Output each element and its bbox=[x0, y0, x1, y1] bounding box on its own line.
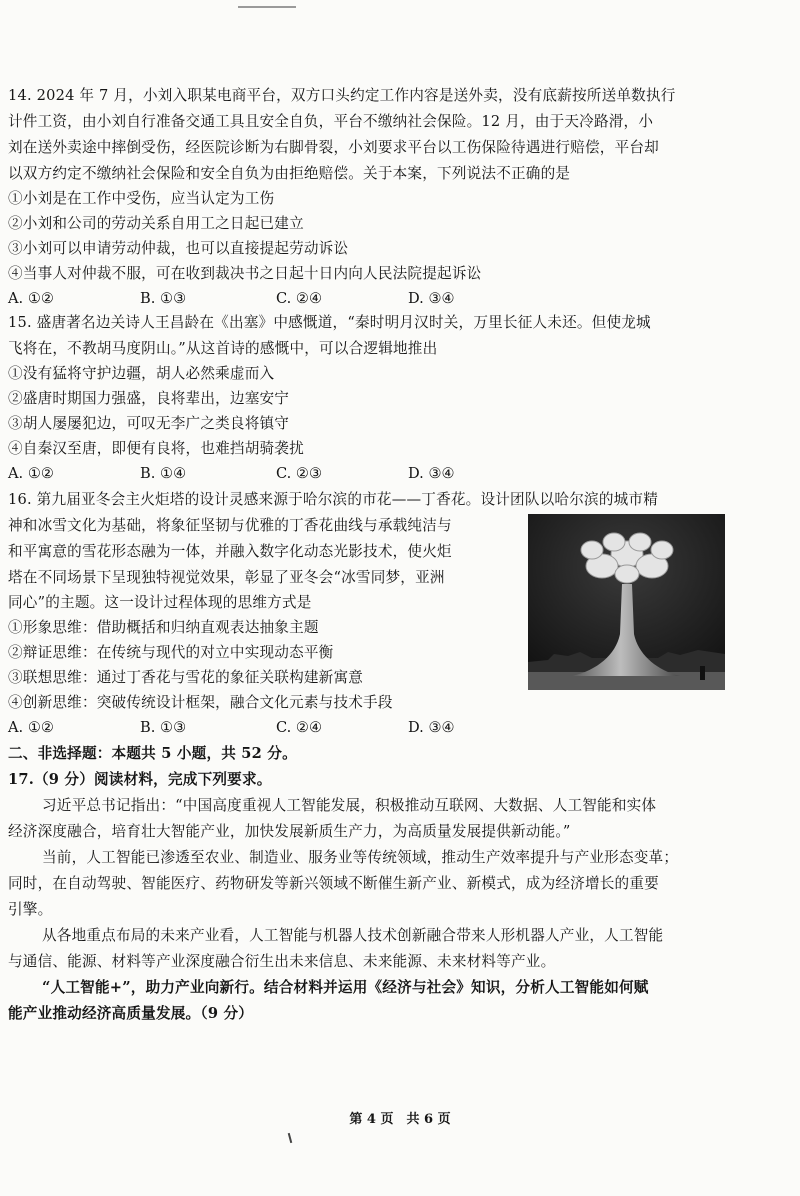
q16-line: 16. 第九届亚冬会主火炬塔的设计灵感来源于哈尔滨的市花——丁香花。设计团队以哈尔滨的城市精 bbox=[8, 491, 658, 508]
q16-statement: ①形象思维：借助概括和归纳直观表达抽象主题 bbox=[8, 619, 319, 636]
option-d: D. ③④ bbox=[408, 465, 455, 482]
q15-statement: ①没有猛将守护边疆，胡人必然乘虚而入 bbox=[8, 365, 275, 382]
q14-line: 刘在送外卖途中摔倒受伤，经医院诊断为右脚骨裂，小刘要求平台以工伤保险待遇进行赔偿，平台却 bbox=[8, 139, 659, 156]
option-c: C. ②④ bbox=[276, 290, 323, 307]
q17-paragraph: 从各地重点布局的未来产业看，人工智能与机器人技术创新融合带来人形机器人产业，人工智能 bbox=[42, 927, 664, 944]
scan-mark bbox=[288, 1133, 293, 1143]
q15-statement: ③胡人屡屡犯边，可叹无李广之类良将镇守 bbox=[8, 415, 290, 432]
q15-line: 15. 盛唐著名边关诗人王昌龄在《出塞》中感慨道，“秦时明月汉时关，万里长征人未还。但使龙城 bbox=[8, 314, 651, 331]
q15-statement: ②盛唐时期国力强盛，良将辈出，边塞安宁 bbox=[8, 390, 290, 407]
q15-statement: ④自秦汉至唐，即便有良将，也难挡胡骑袭扰 bbox=[8, 440, 304, 457]
q14-line: 以双方约定不缴纳社会保险和安全自负为由拒绝赔偿。关于本案，下列说法不正确的是 bbox=[8, 165, 571, 182]
option-a: A. ①② bbox=[8, 465, 54, 482]
q16-statement: ②辩证思维：在传统与现代的对立中实现动态平衡 bbox=[8, 644, 334, 661]
q14-statement: ③小刘可以申请劳动仲裁，也可以直接提起劳动诉讼 bbox=[8, 240, 349, 257]
q17-paragraph: 与通信、能源、材料等产业深度融合衍生出未来信息、未来能源、未来材料等产业。 bbox=[8, 953, 556, 970]
q15-line: 飞将在，不教胡马度阴山。”从这首诗的感慨中，可以合逻辑地推出 bbox=[8, 340, 438, 357]
option-d: D. ③④ bbox=[408, 290, 455, 307]
section-heading: 二、非选择题：本题共 5 小题，共 52 分。 bbox=[8, 745, 297, 762]
torch-tower-illustration bbox=[528, 514, 725, 690]
q17-paragraph: 经济深度融合，培育壮大智能产业，加快发展新质生产力，为高质量发展提供新动能。” bbox=[8, 823, 571, 840]
q16-line: 塔在不同场景下呈现独特视觉效果，彰显了亚冬会“冰雪同梦，亚洲 bbox=[8, 569, 445, 586]
q14-statement: ②小刘和公司的劳动关系自用工之日起已建立 bbox=[8, 215, 304, 232]
q17-paragraph: 习近平总书记指出：“中国高度重视人工智能发展，积极推动互联网、大数据、人工智能和实体 bbox=[42, 797, 657, 814]
q17-title: 17.（9 分）阅读材料，完成下列要求。 bbox=[8, 771, 272, 788]
q16-line: 神和冰雪文化为基础，将象征坚韧与优雅的丁香花曲线与承载纯洁与 bbox=[8, 517, 452, 534]
q16-line: 同心”的主题。这一设计过程体现的思维方式是 bbox=[8, 594, 312, 611]
q14-statement: ①小刘是在工作中受伤，应当认定为工伤 bbox=[8, 190, 275, 207]
q14-statement: ④当事人对仲裁不服，可在收到裁决书之日起十日内向人民法院提起诉讼 bbox=[8, 265, 482, 282]
q17-paragraph: 引擎。 bbox=[8, 901, 53, 918]
q16-statement: ④创新思维：突破传统设计框架，融合文化元素与技术手段 bbox=[8, 694, 393, 711]
q16-line: 和平寓意的雪花形态融为一体，并融入数字化动态光影技术，使火炬 bbox=[8, 543, 452, 560]
option-d: D. ③④ bbox=[408, 719, 455, 736]
scan-mark bbox=[238, 6, 296, 8]
option-a: A. ①② bbox=[8, 290, 54, 307]
q14-line: 计件工资，由小刘自行准备交通工具且安全自负，平台不缴纳社会保险。12 月，由于天冷路滑，小 bbox=[8, 113, 654, 130]
page-number: 第 4 页 共 6 页 bbox=[349, 1112, 451, 1127]
q17-task: “人工智能+”，助力产业向新行。结合材料并运用《经济与社会》知识，分析人工智能如何赋 bbox=[42, 979, 649, 996]
q14-line: 14. 2024 年 7 月，小刘入职某电商平台，双方口头约定工作内容是送外卖，没有底薪按所送单数执行 bbox=[8, 87, 676, 104]
option-b: B. ①③ bbox=[140, 290, 187, 307]
option-c: C. ②③ bbox=[276, 465, 323, 482]
option-b: B. ①③ bbox=[140, 719, 187, 736]
torch-tower-photo bbox=[528, 514, 725, 690]
q16-statement: ③联想思维：通过丁香花与雪花的象征关联构建新寓意 bbox=[8, 669, 364, 686]
option-a: A. ①② bbox=[8, 719, 54, 736]
q17-task: 能产业推动经济高质量发展。（9 分） bbox=[8, 1005, 254, 1022]
option-b: B. ①④ bbox=[140, 465, 187, 482]
q17-paragraph: 同时，在自动驾驶、智能医疗、药物研发等新兴领域不断催生新产业、新模式，成为经济增长的重要 bbox=[8, 875, 659, 892]
q17-paragraph: 当前，人工智能已渗透至农业、制造业、服务业等传统领域，推动生产效率提升与产业形态变革； bbox=[42, 849, 679, 866]
option-c: C. ②④ bbox=[276, 719, 323, 736]
